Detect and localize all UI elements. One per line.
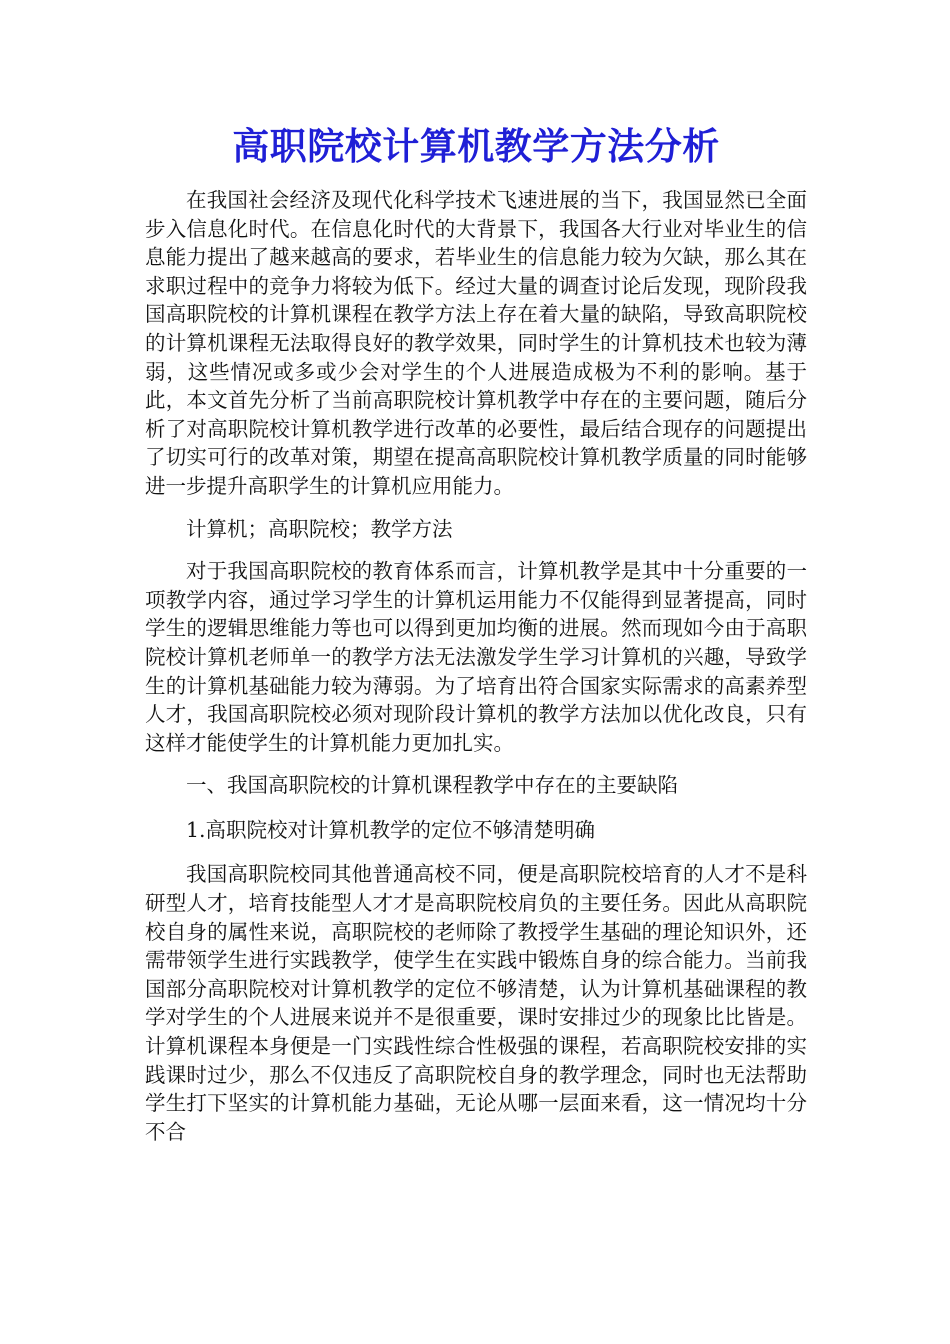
document-title: 高职院校计算机教学方法分析 (232, 124, 720, 168)
subsection-heading: 1.高职院校对计算机教学的定位不够清楚明确 (186, 817, 596, 842)
keywords-line: 计算机；高职院校；教学方法 (186, 516, 453, 541)
document-page (145, 118, 807, 1160)
abstract-paragraph: 在我国社会经济及现代化科学技术飞速进展的当下，我国显然已全面步入信息化时代。在信息化时代的大背景下，我国各大行业对毕业生的信息能力提出了越来越高的要求，若毕业生的信息能力较为欠缺，那么其在求职过程中的竞争力将较为低下。经过大量的调查讨论后发现，现阶段我国高职院校的计算机课程在教学方法上存在着大量的缺陷，导致高职院校的计算机课程无法取得良好的教学效果，同时学生的计算机技术也较为薄弱，这些情况或多或少会对学生的个人进展造成极为不利的影响。基于此，本文首先分析了当前高职院校计算机教学中存在的主要问题，随后分析了对高职院校计算机教学进行改革的必要性，最后结合现存的问题提出了切实可行的改革对策，期望在提高高职院校计算机教学质量的同时能够进一步提升高职学生的计算机应用能力。 (145, 188, 807, 498)
body-paragraph: 我国高职院校同其他普通高校不同，便是高职院校培育的人才不是科研型人才，培育技能型人才才是高职院校肩负的主要任务。因此从高职院校自身的属性来说，高职院校的老师除了教授学生基础的理论知识外，还需带领学生进行实践教学，使学生在实践中锻炼自身的综合能力。当前我国部分高职院校对计算机教学的定位不够清楚，认为计算机基础课程的教学对学生的个人进展来说并不是很重要，课时安排过少的现象比比皆是。计算机课程本身便是一门实践性综合性极强的课程，若高职院校安排的实践课时过少，那么不仅违反了高职院校自身的教学理念，同时也无法帮助学生打下坚实的计算机能力基础，无论从哪一层面来看，这一情况均十分不合 (145, 862, 807, 1144)
intro-paragraph: 对于我国高职院校的教育体系而言，计算机教学是其中十分重要的一项教学内容，通过学习学生的计算机运用能力不仅能得到显著提高，同时学生的逻辑思维能力等也可以得到更加均衡的进展。然而现如今由于高职院校计算机老师单一的教学方法无法激发学生学习计算机的兴趣，导致学生的计算机基础能力较为薄弱。为了培育出符合国家实际需求的高素养型人才，我国高职院校必须对现阶段计算机的教学方法加以优化改良，只有这样才能使学生的计算机能力更加扎实。 (145, 559, 807, 755)
section-heading: 一、我国高职院校的计算机课程教学中存在的主要缺陷 (186, 773, 678, 798)
